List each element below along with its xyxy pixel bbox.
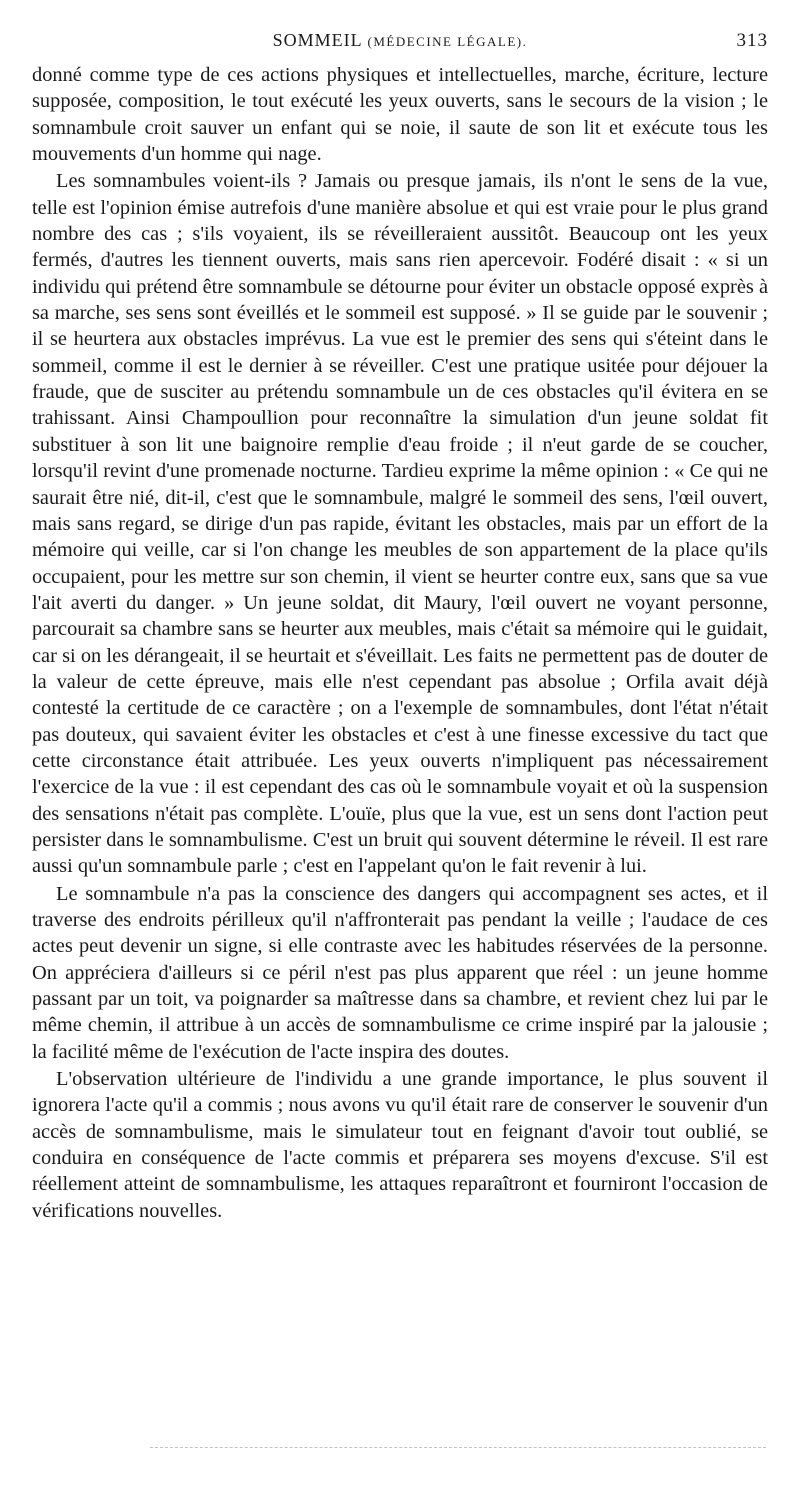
paragraph-4: L'observation ultérieure de l'individu a une grande importance, le plus souvent il ignorera l'acte qu'il a commis ; nous avons vu qu'il était rare de conserver le souvenir d'un accès de somnambulisme, mais le simulateur tout en feignant d'avoir tout oublié, se conduira en conséquence de l'acte commis et préparera ses moyens d'excuse. S'il est réellement atteint de somnambulisme, les attaques reparaîtront et fourniront l'occasion de vérifications nouvelles.	[32, 1068, 768, 1222]
page-number: 313	[736, 30, 768, 51]
book-page	[32, 30, 768, 1224]
body-text	[32, 62, 768, 1224]
paragraph-2: Les somnambules voient-ils ? Jamais ou presque jamais, ils n'ont le sens de la vue, telle est l'opinion émise autrefois d'une manière absolue et qui est vraie pour le plus grand nombre des cas ; s'ils voyaient, ils se réveilleraient aussitôt. Beaucoup ont les yeux fermés, d'autres les tiennent ouverts, mais sans rien apercevoir. Fodéré disait : « si un individu qui prétend être somnambule se détourne pour éviter un obstacle opposé exprès à sa marche, ses sens sont éveillés et le sommeil est supposé. » Il se guide par le souvenir ; il se heurtera aux obstacles imprévus. La vue est le premier des sens qui s'éteint dans le sommeil, comme il est le dernier à se réveiller. C'est une pratique usitée pour déjouer la fraude, que de susciter au prétendu somnambule un de ces obstacles qu'il évitera en se trahissant. Ainsi Champoullion pour reconnaître la simulation d'un jeune soldat fit substituer à son lit une baignoire remplie d'eau froide ; il n'eut garde de se coucher, lorsqu'il revint d'une promenade nocturne. Tardieu exprime la même opinion : « Ce qui ne saurait être nié, dit-il, c'est que le somnambule, malgré le sommeil des sens, l'œil ouvert, mais sans regard, se dirige d'un pas rapide, évitant les obstacles, mais par un effort de la mémoire qui veille, car si l'on change les meubles de son appartement de la place qu'ils occupaient, pour les mettre sur son chemin, il vient se heurter contre eux, sans que sa vue l'ait averti du danger. » Un jeune soldat, dit Maury, l'œil ouvert ne voyant personne, parcourait sa chambre sans se heurter aux meubles, mais c'était sa mémoire qui le guidait, car si on les dérangeait, il se heurtait et s'éveillait. Les faits ne permettent pas de douter de la valeur de cette épreuve, mais elle n'est cependant pas absolue ; Orfila avait déjà contesté la certitude de ce caractère ; on a l'exemple de somnambules, dont l'état n'était pas douteux, qui savaient éviter les obstacles et c'est à une finesse excessive du tact que cette circonstance était attribuée. Les yeux ouverts n'impliquent pas nécessairement l'exercice de la vue : il est cependant des cas où le somnambule voyait et où la suspension des sensations n'était pas complète. L'ouïe, plus que la vue, est un sens dont l'action peut persister dans le somnambulisme. C'est un bruit qui souvent détermine le réveil. Il est rare aussi qu'un somnambule parle ; c'est en l'appelant qu'on le fait revenir à lui.	[32, 170, 768, 878]
running-title	[273, 30, 528, 51]
paragraph-3: Le somnambule n'a pas la conscience des dangers qui accompagnent ses actes, et il traverse des endroits périlleux qu'il n'affronterait pas pendant la veille ; l'audace de ces actes peut devenir un signe, si elle contraste avec les habitudes réservées de la personne. On appréciera d'ailleurs si ce péril n'est pas plus apparent que réel : un jeune homme passant par un toit, va poignarder sa maîtresse dans sa chambre, et revient chez lui par le même chemin, il attribue à un accès de somnambulisme ce crime inspiré par la jalousie ; la facilité même de l'exécution de l'acte inspira des doutes.	[32, 882, 768, 1063]
paragraph-1: donné comme type de ces actions physiques et intellectuelles, marche, écriture, lecture supposée, composition, le tout exécuté les yeux ouverts, sans le secours de la vision ; le somnambule croit sauver un enfant qui se noie, il saute de son lit et exécute tous les mouvements d'un homme qui nage.	[32, 64, 768, 166]
running-title-subtitle: (MÉDECINE LÉGALE).	[367, 34, 528, 49]
running-title-main: SOMMEIL	[272, 30, 362, 50]
running-header	[32, 30, 768, 60]
footer-divider	[150, 1447, 766, 1448]
